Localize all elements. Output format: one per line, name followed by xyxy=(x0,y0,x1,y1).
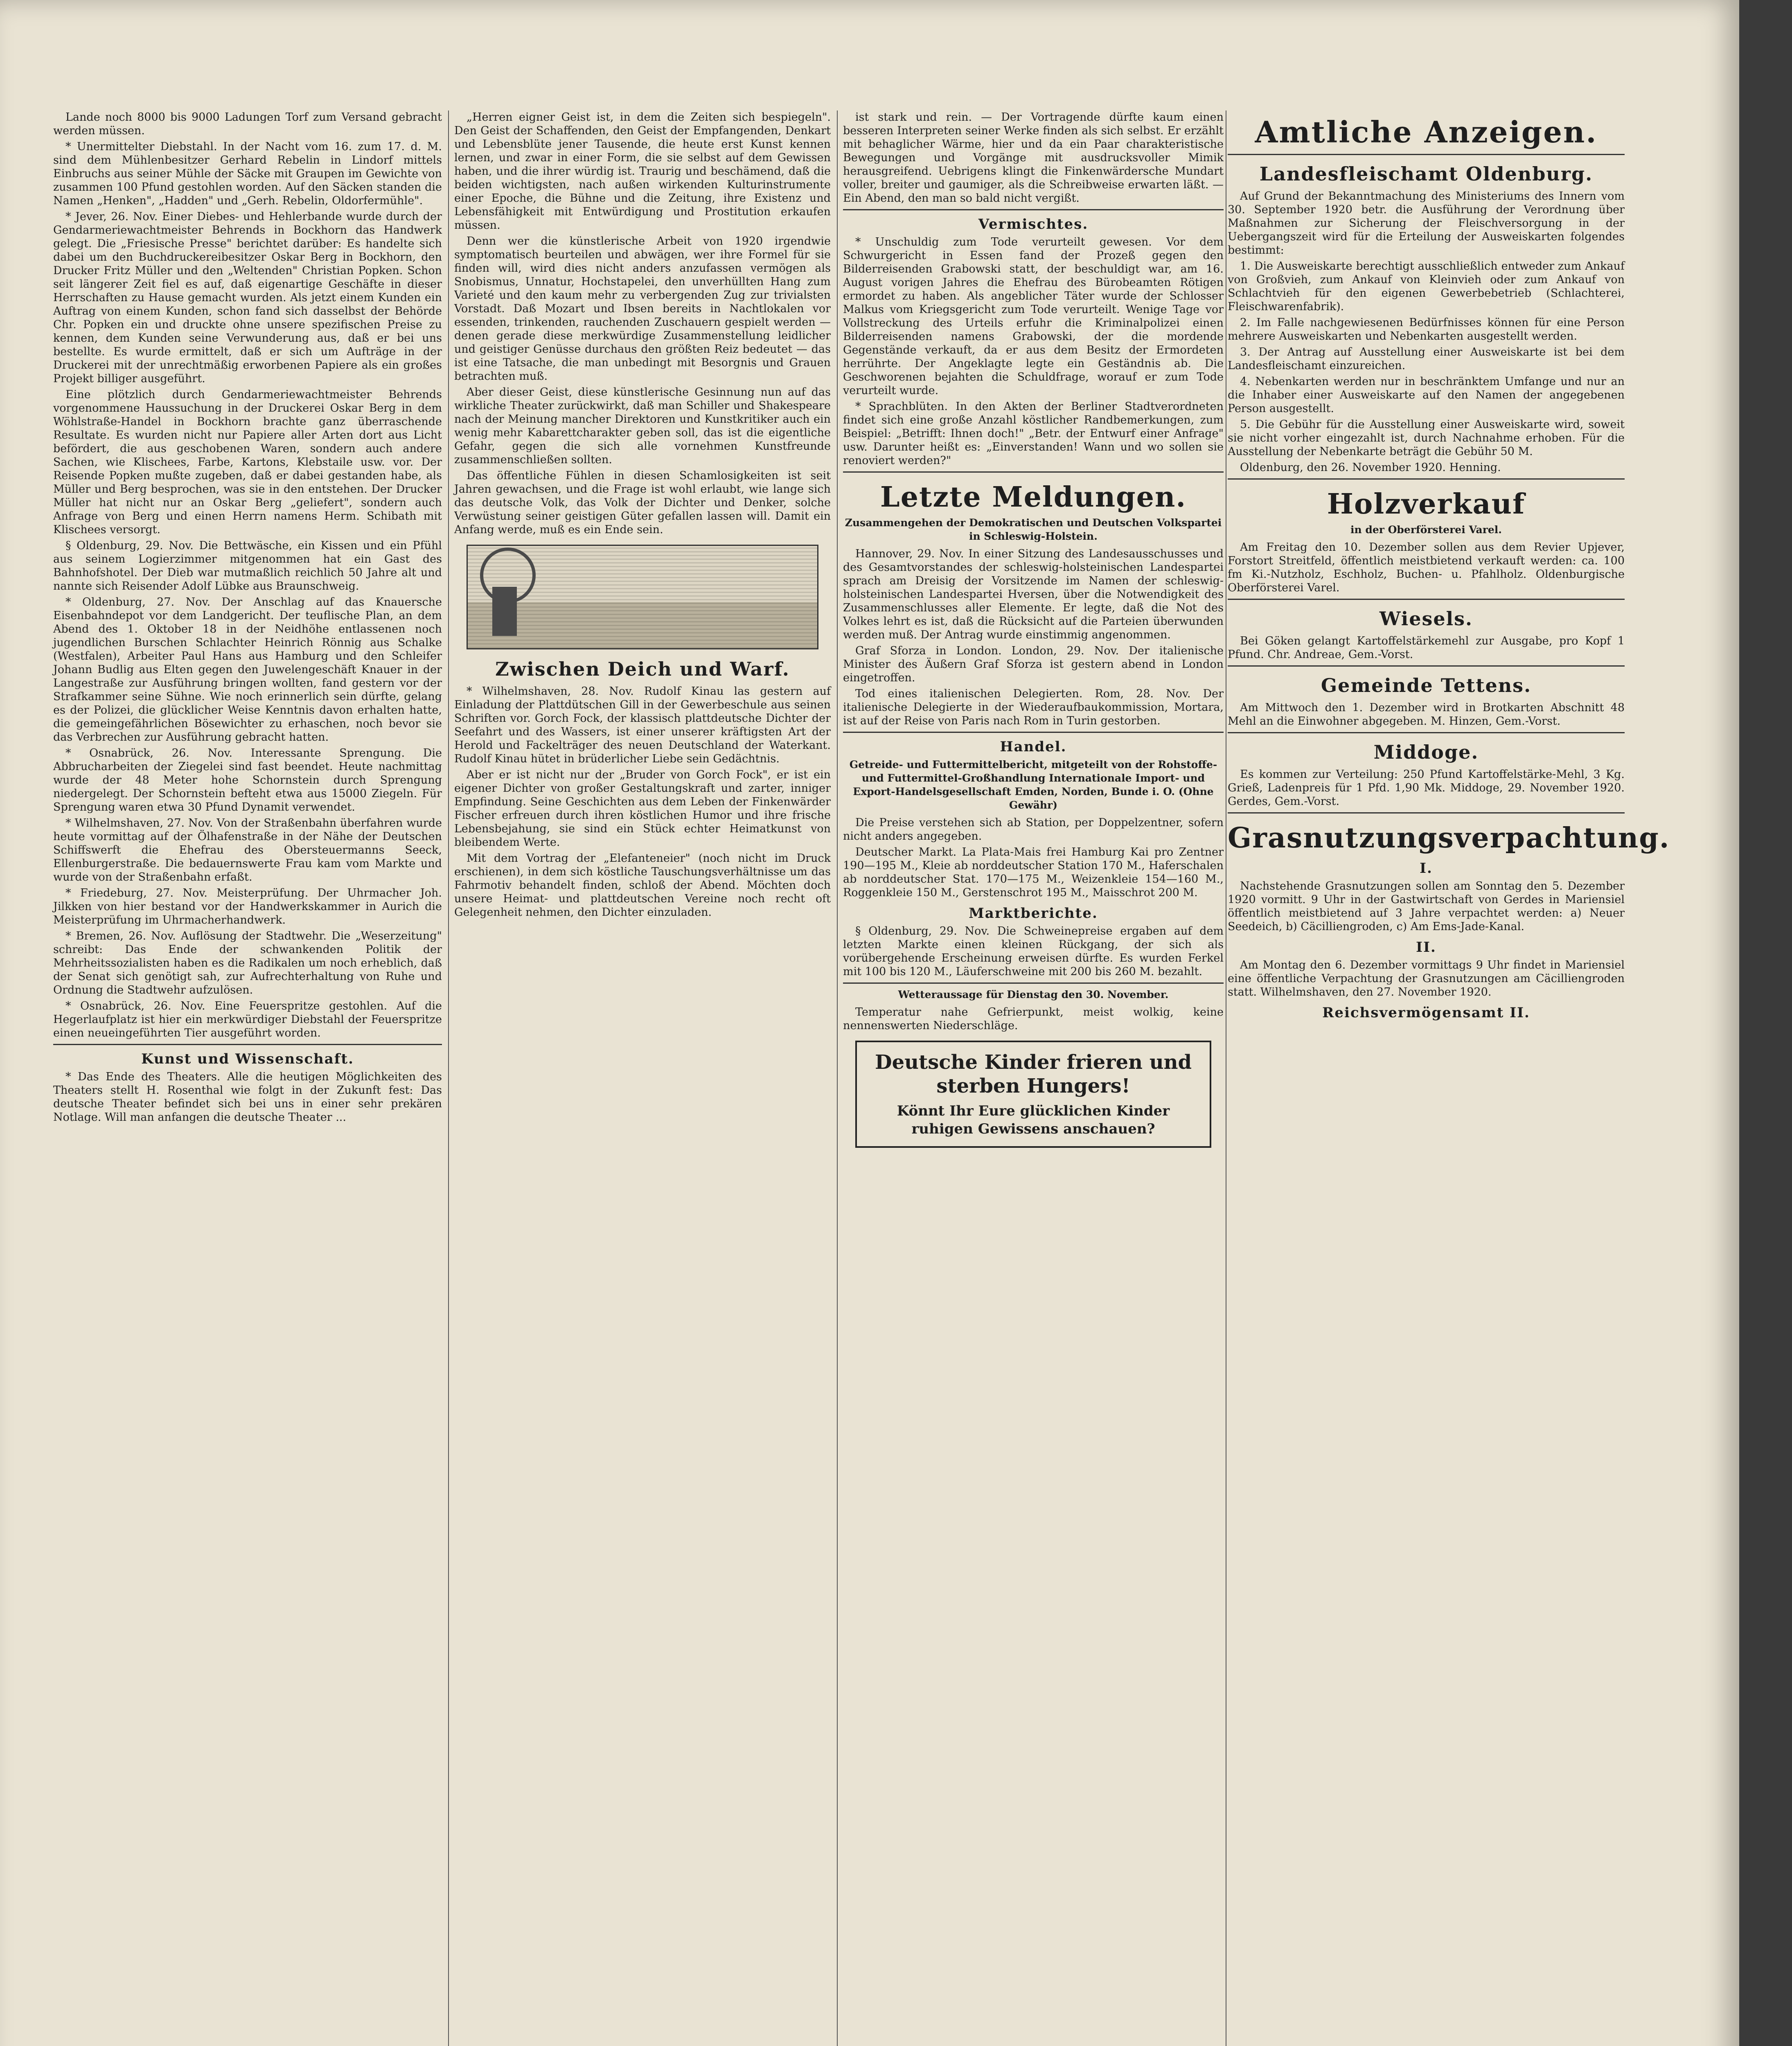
section-heading-vermischtes: Vermischtes. xyxy=(978,216,1089,232)
notice-paragraph: Es kommen zur Verteilung: 250 Pfund Kartoffelstärke-Mehl, 3 Kg. Grieß, Ladenpreis für 1 Pfd. 1,90 Mk. Middoge, 29. November 1920. Gerdes, Gem.-Vorst. xyxy=(1228,768,1625,808)
section-heading-handel: Handel. xyxy=(1000,739,1067,755)
notice-heading-holzverkauf: Holzverkauf xyxy=(1327,488,1526,521)
column-4 xyxy=(1228,110,1670,2046)
notice-paragraph: 1. Die Ausweiskarte berechtigt ausschließlich entweder zum Ankauf von Großvieh, zum Ankauf von Kleinvieh oder zum Ankauf von Schlachtvieh für den eigenen Gewerbebetrieb (Schlachterei, Fleischwarenfabrik). xyxy=(1228,260,1625,313)
weather-heading: Wetteraussage für Dienstag den 30. November. xyxy=(898,989,1169,1000)
article-paragraph: § Oldenburg, 29. Nov. Die Bettwäsche, ein Kissen und ein Pfühl aus seinem Logierzimmer mitgenommen hat ein Gast des Bahnhofshotel. Der Dieb war mutmaßlich reichlich 50 Jahre alt und nannte sich Reisender Adolf Lübke aus Braunschweig. xyxy=(53,539,442,593)
article-paragraph: * Unschuldig zum Tode verurteilt gewesen. Vor dem Schwurgericht in Essen fand der Prozeß gegen den Bilderreisenden Grabowski statt, der beschuldigt war, am 16. August vorigen Jahres die Ehefrau des Bürobeamten Rötigen ermordet zu haben. Als angeblicher Täter wurde der Schlosser Malkus vom Kriegsgericht zum Tode verurteilt. Wenige Tage vor Vollstreckung des Urteils erfuhr die Kriminalpolizei einen Bilderreisenden namens Grabowski, der die mordende Gegenstände verkauft, da er aus dem Besitz der Ermordeten herrührte. Der Angeklagte legte ein Geständnis ab. Die Geschworenen bejahten die Schuldfrage, worauf er zum Tode verurteilt wurde. xyxy=(843,236,1224,397)
section-heading-letzte-meldungen: Letzte Meldungen. xyxy=(880,481,1187,514)
section-divider xyxy=(1228,732,1625,733)
article-paragraph: § Oldenburg, 29. Nov. Die Schweinepreise ergaben auf dem letzten Markte einen kleinen Rückgang, der sich als vorübergehende Erscheinung erweisen dürfte. Es wurden Ferkel mit 100 bis 120 M., Läuferschweine mit 200 bis 260 M. bezahlt. xyxy=(843,925,1224,978)
section-subheading: Getreide- und Futtermittelbericht, mitgeteilt von der Rohstoffe- und Futtermittel-Großhandlung Internationale Import- und Export-Handelsgesellschaft Emden, Norden, Bunde i. O. (Ohne Gewähr) xyxy=(849,759,1217,811)
article-paragraph: * Oldenburg, 27. Nov. Der Anschlag auf das Knauersche Eisenbahndepot vor dem Landgericht. Der teuflische Plan, an dem Abend des 1. Oktober 18 in der Neidhöhe entlassenen noch jugendlichen Burschen Schlachter Heinrich Rönnig aus Schalke (Westfalen), Arbeiter Paul Hans aus Hamburg und den Schleifer Johann Budlig aus Elten gegen den Juwelengeschäft Knauer in der Langestraße zur Ausführung bringen wollten, fand gestern vor der Strafkammer seine Sühne. Wie noch erinnerlich sein dürfte, gelang es der Polizei, die glücklicher Weise Kenntnis davon erhalten hatte, die gemeingefährlichen Bösewichter zu erhaschen, noch bevor sie das Verbrechen zur Ausführung gebracht hatten. xyxy=(53,596,442,744)
column-1 xyxy=(53,110,442,2046)
article-paragraph: * Osnabrück, 26. Nov. Interessante Sprengung. Die Abbrucharbeiten der Ziegelei sind fast beendet. Heute nachmittag wurde der 48 Meter hohe Schornstein durch Sprengung niedergelegt. Der Schornstein befteht etwa aus 15000 Ziegeln. Für Sprengung waren etwa 30 Pfund Dynamit verwendet. xyxy=(53,747,442,813)
notice-paragraph: Nachstehende Grasnutzungen sollen am Sonntag den 5. Dezember 1920 vormitt. 9 Uhr in der Gastwirtschaft von Gerdes in Mariensiel öffentlich meistbietend auf 3 Jahre verpachtet werden: a) Neuer Seedeich, b) Cäcilliengroden, c) Am Ems-Jade-Kanal. xyxy=(1228,880,1625,933)
notice-heading-grasnutzung: Grasnutzungsverpachtung. xyxy=(1228,822,1670,854)
section-heading-kunst: Kunst und Wissenschaft. xyxy=(141,1051,354,1067)
notice-paragraph: Auf Grund der Bekanntmachung des Ministeriums des Innern vom 30. September 1920 betr. die Ausführung der Verordnung über Maßnahmen zur Sicherung der Fleischversorgung in der Uebergangszeit wird für die Erteilung der Ausweiskarten folgendes bestimmt: xyxy=(1228,190,1625,257)
notice-heading-tettens: Gemeinde Tettens. xyxy=(1321,674,1532,696)
section-divider xyxy=(53,1044,442,1045)
section-divider xyxy=(843,732,1224,733)
article-paragraph: Lande noch 8000 bis 9000 Ladungen Torf zum Versand gebracht werden müssen. xyxy=(53,111,442,137)
article-paragraph: * Friedeburg, 27. Nov. Meisterprüfung. Der Uhrmacher Joh. Jilkken von hier bestand vor der Handwerkskammer in Aurich die Meisterprüfung im Uhrmacherhandwerk. xyxy=(53,887,442,926)
section-subheading: Zusammengehen der Demokratischen und Deutschen Volkspartei in Schleswig-Holstein. xyxy=(845,517,1222,542)
notice-paragraph: Oldenburg, den 26. November 1920. Henning. xyxy=(1240,461,1501,474)
section-divider xyxy=(843,471,1224,473)
notice-paragraph: 2. Im Falle nachgewiesenen Bedürfnisses können für eine Person mehrere Ausweiskarten und Nebenkarten ausgestellt werden. xyxy=(1228,316,1625,343)
article-paragraph: * Das Ende des Theaters. Alle die heutigen Möglichkeiten des Theaters stellt H. Rosenthal wie folgt in der Zukunft fest: Das deutsche Theater befindet sich bei uns in einer sehr prekären Notlage. Will man anfangen die deutsche Theater ... xyxy=(53,1070,442,1124)
notice-paragraph: 5. Die Gebühr für die Ausstellung einer Ausweiskarte wird, soweit sie nicht vorher eingezahlt ist, durch Nachnahme erhoben. Für die Ausstellung der Nebenkarte beträgt die Gebühr 50 M. xyxy=(1228,418,1625,458)
weather-text: Temperatur nahe Gefrierpunkt, meist wolkig, keine nennenswerten Niederschläge. xyxy=(843,1006,1224,1032)
article-paragraph: * Unermittelter Diebstahl. In der Nacht vom 16. zum 17. d. M. sind dem Mühlenbesitzer Gerhard Rebelin in Lindorf mittels Einbruchs aus seiner Mühle der Säcke mit Graupen im Gewichte von zusammen 100 Pfund gestohlen worden. Auf den Säcken standen die Namen „Henken", „Hadden" und „Gerh. Rebelin, Oldorfermühle". xyxy=(53,140,442,207)
section-divider xyxy=(843,209,1224,210)
section-heading-marktberichte: Marktberichte. xyxy=(969,905,1098,922)
column-rule xyxy=(448,110,449,2046)
section-divider xyxy=(1228,665,1625,667)
notice-paragraph: Am Mittwoch den 1. Dezember wird in Brotkarten Abschnitt 48 Mehl an die Einwohner abgegeben. M. Hinzen, Gem.-Vorst. xyxy=(1228,701,1625,728)
article-paragraph: Deutscher Markt. La Plata-Mais frei Hamburg Kai pro Zentner 190—195 M., Kleie ab norddeutscher Station 170 M., Haferschalen ab norddeutscher Stat. 170—175 M., Weizenkleie 154—160 M., Roggenkleie 150 M., Gerstenschrot 195 M., Maisschrot 200 M. xyxy=(843,846,1224,899)
section-divider xyxy=(1228,478,1625,480)
article-paragraph: * Wilhelmshaven, 28. Nov. Rudolf Kinau las gestern auf Einladung der Plattdütschen Gill in der Gewerbeschule aus seinen Schriften vor. Gorch Fock, der klassisch plattdeutsche Dichter der Seefahrt und des Wassers, ist einer unserer kräftigsten Art der Herold und Fackelträger des neuen Deutschland der Waterkant. Rudolf Kinau hütet in brüderlicher Liebe sein Gedächtnis. xyxy=(454,685,831,765)
notice-number: II. xyxy=(1416,939,1436,955)
column-rule xyxy=(837,110,838,2046)
notice-paragraph: Am Montag den 6. Dezember vormittags 9 Uhr findet in Mariensiel eine öffentliche Verpachtung der Grasnutzungen am Cäcilliengroden statt. Wilhelmshaven, den 27. November 1920. xyxy=(1228,959,1625,998)
article-paragraph: Mit dem Vortrag der „Elefanteneier" (noch nicht im Druck erschienen), in dem sich köstliche Tauschungsverhältnisse um das Fahrmotiv behandelt finden, schloß der Abend. Möchten doch unsere Heimat- und plattdeutschen Vereine noch recht oft Gelegenheit nehmen, den Dichter einzuladen. xyxy=(454,852,831,919)
article-paragraph: * Sprachblüten. In den Akten der Berliner Stadtverordneten findet sich eine große Anzahl köstlicher Randbemerkungen, zum Beispiel: „Betrifft: Ihnen doch!" „Betr. der Entwurf einer Anfrage" usw. Darunter heißt es: „Einverstanden! Wann und wo sollen sie renoviert werden?" xyxy=(843,400,1224,467)
notice-paragraph: Am Freitag den 10. Dezember sollen aus dem Revier Upjever, Forstort Streitfeld, öffentlich meistbietend verkauft werden: ca. 100 fm Ki.-Nutzholz, Eschholz, Buchen- u. Pfahlholz. Oldenburgische Oberförsterei Varel. xyxy=(1228,541,1625,594)
article-paragraph: * Jever, 26. Nov. Einer Diebes- und Hehlerbande wurde durch der Gendarmeriewachtmeister Behrends in Bockhorn das Handwerk gelegt. Die „Friesische Presse" berichtet darüber: Es handelte sich dabei um den Buchdruckereibesitzer Oskar Berg in Bockhorn, den Drucker Fritz Müller und den „Weltenden" Christian Popken. Schon seit längerer Zeit fiel es auf, daß eigenartige Geschäfte in dieser Herrschaften zu Hause gemacht wurden. Als jetzt einem Kunden ein Auftrag von einem Kunden, schon fand sich dasselbst der Behörde Chr. Popken ein und druckte ohne unsere spezifischen Preise zu kennen, dem Kunden seine Verwunderung aus, daß er bei uns bestellte. Es wurde ermittelt, daß er sich um Aufträge in der Druckerei mit der unrechtmäßig erworbenen Papiere als ein großes Projekt billiger ausgeführt. xyxy=(53,210,442,385)
article-paragraph: ist stark und rein. — Der Vortragende dürfte kaum einen besseren Interpreten seiner Werke finden als sich selbst. Er erzählt mit behaglicher Wärme, hier und da ein Paar charakteristische Bewegungen und Vorgänge mit ausdrucksvoller Mimik herausgreifend. Uebrigens klingt die Finkenwärdersche Mundart voller, breiter und gaumiger, als die Schreibweise erwarten läßt. — Ein Abend, den man so bald nicht vergißt. xyxy=(843,111,1224,205)
article-paragraph: Graf Sforza in London. London, 29. Nov. Der italienische Minister des Äußern Graf Sforza ist gestern abend in London eingetroffen. xyxy=(843,644,1224,684)
article-paragraph: Tod eines italienischen Delegierten. Rom, 28. Nov. Der italienische Delegierte in der Wiederaufbaukommission, Mortara, ist auf der Reise von Paris nach Rom in Turin gestorben. xyxy=(843,687,1224,727)
article-paragraph: Eine plötzlich durch Gendarmeriewachtmeister Behrends vorgenommene Haussuchung in der Druckerei Oskar Berg in dem Wöhlstraße-Handel in Bockhorn brachte ganz überraschende Resultate. Es wurden nicht nur Papiere aller Arten dort aus Licht befördert, die aus geschobenen Waren, sondern auch andere Sachen, wie Klischees, Farbe, Kartons, Klebstaile usw. vor. Der Reisende Popken mußte zugeben, daß er dabei gestanden habe, als Müller und Berg besprochen, was sie in den entstehen. Der Drucker Müller hat nicht nur an Oskar Berg „geliefert", sondern auch Anfrage von Berg und einen Herrn namens Herm. Schibath mit Klischees versorgt. xyxy=(53,388,442,536)
article-paragraph: Denn wer die künstlerische Arbeit von 1920 irgendwie symptomatisch beurteilen und abwägen, wer ihre Formel für sie finden will, wird dies nicht anders anzufassen vermögen als Snobismus, Unnatur, Hochstapelei, den unverhüllten Hang zum Varieté und den kaum mehr zu verbergenden Zug zur trivialsten Vorstadt. Daß Mozart und Ibsen bereits in Nachtlokalen vor essenden, trinkenden, rauchenden Zuschauern gespielt werden — denen gerade diese merkwürdige Zusammenstellung leidlicher und geistiger Genüsse durchaus den größten Reiz bedeutet — das ist eine Tatsache, die man unbedingt mit Besorgnis und Grauen betrachten muß. xyxy=(454,235,831,383)
article-paragraph: * Osnabrück, 26. Nov. Eine Feuerspritze gestohlen. Auf die Hegerlaufplatz ist hier ein merkwürdiger Diebstahl der Feuerspritze einen neueingeführten Tier ausgeführt worden. xyxy=(53,1000,442,1039)
notice-heading-middoge: Middoge. xyxy=(1373,741,1479,763)
section-divider xyxy=(1228,599,1625,600)
section-divider xyxy=(1228,812,1625,813)
column-3 xyxy=(843,110,1224,2046)
notice-signature: Reichsvermögensamt II. xyxy=(1322,1005,1530,1021)
notice-paragraph: Bei Göken gelangt Kartoffelstärkemehl zur Ausgabe, pro Kopf 1 Pfund. Chr. Andreae, Gem.-Vorst. xyxy=(1228,635,1625,661)
article-paragraph: Das öffentliche Fühlen in diesen Schamlosigkeiten ist seit Jahren gewachsen, und die Frage ist wohl erlaubt, wie lange sich das deutsche Volk, das Volk der Dichter und Denker, solche Verwüstung seiner geistigen Güter gefallen lassen will. Damit ein Anfang werde, muß es ein Ende sein. xyxy=(454,469,831,536)
notice-number: I. xyxy=(1420,860,1433,877)
article-paragraph: Die Preise verstehen sich ab Station, per Doppelzentner, sofern nicht anders angegeben. xyxy=(843,816,1224,843)
appeal-headline: Deutsche Kinder frieren und sterben Hungers! xyxy=(875,1051,1192,1097)
notice-paragraph: 3. Der Antrag auf Ausstellung einer Ausweiskarte ist bei dem Landesfleischamt einzureichen. xyxy=(1228,346,1625,372)
article-paragraph: Aber dieser Geist, diese künstlerische Gesinnung nun auf das wirkliche Theater zurückwirkt, daß man Schiller und Shakespeare nach der Meinung mancher Direktoren und Kunstkritiker auch ein wenig mehr Kabarettcharakter geben soll, das ist die eigentliche Gefahr, gegen die sich alle vornehmen Kunstfreunde zusammenschließen sollten. xyxy=(454,386,831,466)
windmill-illustration xyxy=(467,545,818,649)
article-paragraph: Hannover, 29. Nov. In einer Sitzung des Landesausschusses und des Gesamtvorstandes der schleswig-holsteinischen Landespartei sprach am Dreisig der Vorsitzende im Namen der schleswig-holsteinischen Landespartei Hversen, über die Notwendigkeit des Zusammenschlusses aller Elemente. Er legte, daß die Not des Volkes lehrt es ist, daß die Rücksicht auf die Parteien überwunden werden muß. Der Antrag wurde einstimmig angenommen. xyxy=(843,548,1224,641)
article-paragraph: Aber er ist nicht nur der „Bruder von Gorch Fock", er ist ein eigener Dichter von großer Gestaltungskraft und zarter, inniger Empfindung. Seine Geschichten aus dem Leben der Finkenwärder Fischer erfreuen durch ihren köstlichen Humor und ihre frische Lebensbejahung, sie sind ein Stück echter Heimatkunst von bleibendem Werte. xyxy=(454,768,831,849)
article-paragraph: * Wilhelmshaven, 27. Nov. Von der Straßenbahn überfahren wurde heute vormittag auf der Ölhafenstraße in der Nähe der Deutschen Schiffswerft die Ehefrau des Obersteuermanns Seeck, Ellenburgerstraße. Die bedauernswerte Frau kam vom Markte und wurde von der Straßenbahn erfaßt. xyxy=(53,817,442,883)
notice-paragraph: 4. Nebenkarten werden nur in beschränktem Umfange und nur an die Inhaber einer Ausweiskarte auf den Namen der angegebenen Person ausgestellt. xyxy=(1228,375,1625,415)
section-divider xyxy=(1228,154,1625,155)
official-notices-title: Amtliche Anzeigen. xyxy=(1255,115,1598,149)
notice-heading-wiesels: Wiesels. xyxy=(1379,608,1473,630)
section-heading-deich: Zwischen Deich und Warf. xyxy=(495,658,790,680)
notice-heading-fleischamt: Landesfleischamt Oldenburg. xyxy=(1259,163,1593,185)
section-divider xyxy=(843,982,1224,984)
appeal-box xyxy=(855,1041,1211,1148)
windmill-sails-icon xyxy=(469,536,547,615)
column-2 xyxy=(454,110,831,2046)
appeal-subline: Könnt Ihr Eure glücklichen Kinder ruhigen Gewissens anschauen? xyxy=(897,1103,1170,1137)
article-paragraph: * Bremen, 26. Nov. Auflösung der Stadtwehr. Die „Weserzeitung" schreibt: Das Ende der schwankenden Politik der Mehrheitssozialisten haben es die Radikalen um noch erheblich, daß der Senat sich genötigt sah, zur Aufrechterhaltung von Ruhe und Ordnung die Stadtwehr aufzulösen. xyxy=(53,930,442,996)
notice-subheading: in der Oberförsterei Varel. xyxy=(1350,524,1502,536)
article-paragraph: „Herren eigner Geist ist, in dem die Zeiten sich bespiegeln". Den Geist der Schaffenden, den Geist der Empfangenden, Denkart und Lebensblüte jener Tausende, die heute erst Kunst kennen lernen, und zwar in einer Form, die sie selbst auf dem Gewissen haben, und die ihrer würdig ist. Traurig und beschämend, daß die beiden wichtigsten, nach außen wirkenden Kulturinstrumente einer Epoche, die Bühne und die Zeitung, ihre Existenz und Lebensfähigkeit mit Entwürdigung und Prostitution erkaufen müssen. xyxy=(454,111,831,232)
